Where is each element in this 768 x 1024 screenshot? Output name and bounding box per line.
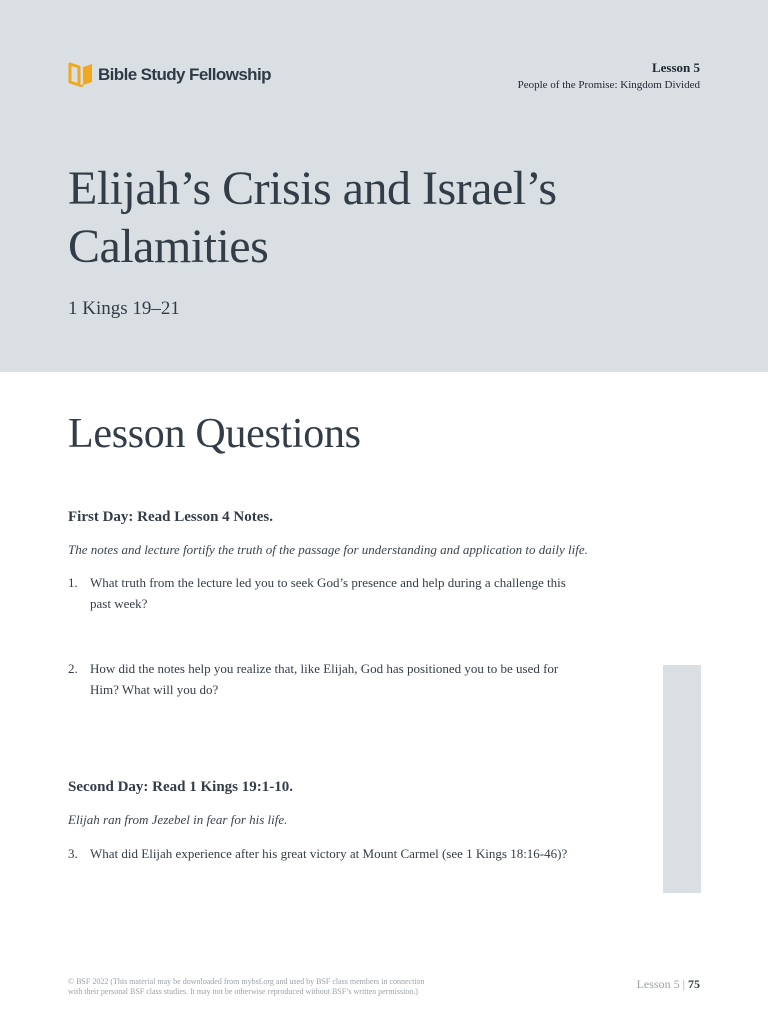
lesson-title-line-1: Elijah’s Crisis and Israel’s xyxy=(68,162,557,215)
first-day-intro: The notes and lecture fortify the truth of the passage for understanding and application to daily life. xyxy=(68,542,588,557)
copyright-line-1: © BSF 2022 (This material may be downloaded from mybsf.org and used by BSF class members in connection xyxy=(68,977,425,986)
series-title: People of the Promise: Kingdom Divided xyxy=(517,79,700,91)
question-number: 2. xyxy=(68,661,78,676)
lesson-title xyxy=(68,160,668,276)
question-2 xyxy=(68,658,588,700)
logo-text: Bible Study Fellowship xyxy=(98,65,271,84)
question-number: 3. xyxy=(68,846,78,861)
page-number: 75 xyxy=(688,977,700,991)
lesson-title-line-2: Calamities xyxy=(68,220,269,273)
first-day-heading: First Day: Read Lesson 4 Notes. xyxy=(68,509,273,525)
scripture-passage: 1 Kings 19–21 xyxy=(68,298,180,319)
question-3 xyxy=(68,843,588,864)
page-footer xyxy=(637,977,700,992)
copyright-line-2: with their personal BSF class studies. It may not be otherwise reproduced without BSF’s written permission.) xyxy=(68,987,418,996)
lesson-info xyxy=(518,60,700,92)
page-label: Lesson 5 | xyxy=(636,977,688,991)
lesson-number: Lesson 5 xyxy=(651,60,700,75)
question-text: How did the notes help you realize that, like Elijah, God has positioned you to be used for Him? What will you do? xyxy=(90,661,559,697)
second-day-intro: Elijah ran from Jezebel in fear for his life. xyxy=(68,812,288,827)
second-day-heading: Second Day: Read 1 Kings 19:1-10. xyxy=(68,779,294,795)
section-title: Lesson Questions xyxy=(68,411,361,457)
question-text: What did Elijah experience after his great victory at Mount Carmel (see 1 Kings 18:16-46)? xyxy=(90,846,568,861)
question-1 xyxy=(68,572,588,614)
side-tab xyxy=(663,665,701,893)
bsf-logo xyxy=(68,60,271,90)
header-banner xyxy=(0,0,768,372)
copyright-notice xyxy=(68,977,448,997)
question-number: 1. xyxy=(68,575,78,590)
question-text: What truth from the lecture led you to seek God’s presence and help during a challenge this past week? xyxy=(90,575,566,611)
open-book-icon xyxy=(68,61,94,89)
